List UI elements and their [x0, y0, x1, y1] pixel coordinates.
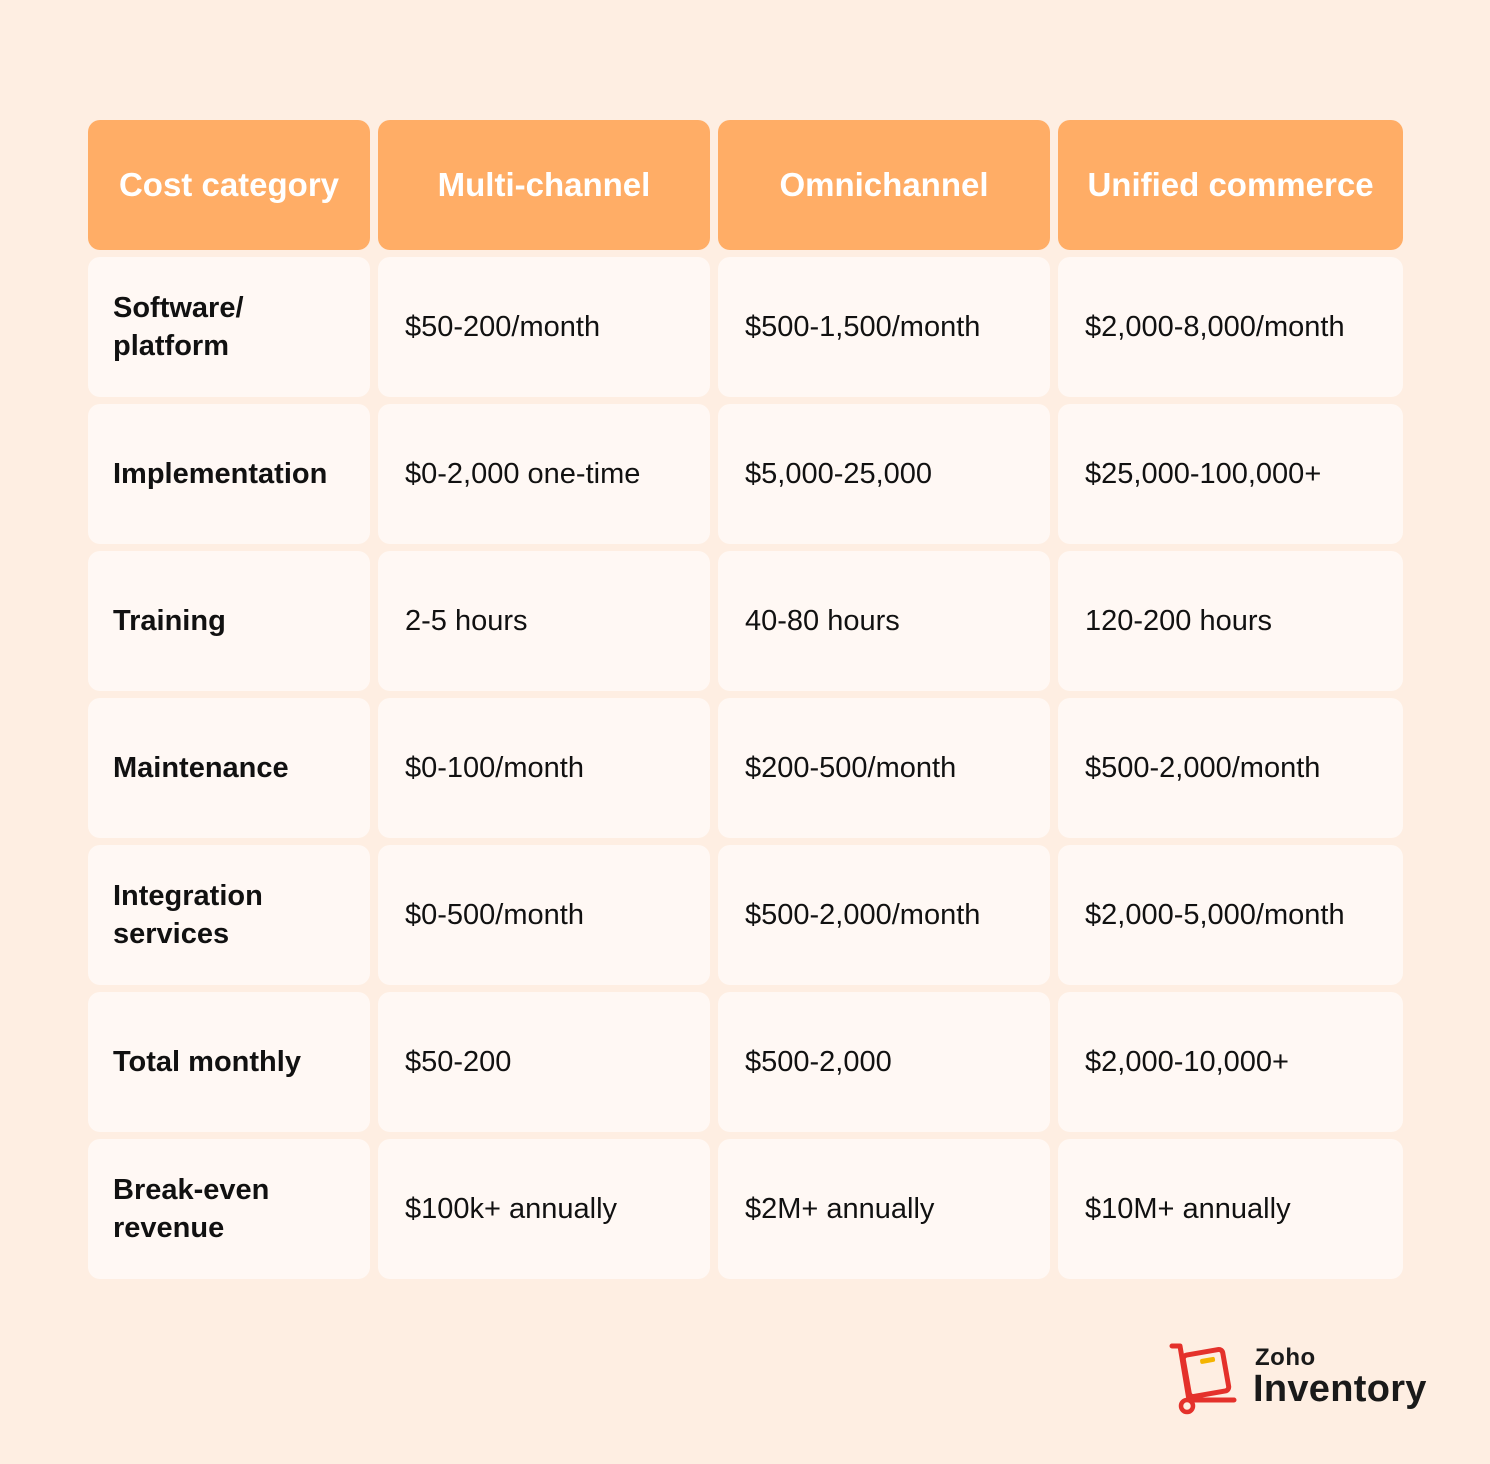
category-line: Integration [113, 879, 263, 912]
row-category-label [88, 404, 370, 544]
category-line: Maintenance [113, 751, 289, 784]
table-cell: $2,000-5,000/month [1058, 845, 1403, 985]
category-line: Software/ [113, 291, 244, 324]
header-cell: Cost category [88, 120, 370, 250]
category-line: platform [113, 330, 229, 362]
table-cell: $500-2,000/month [1058, 698, 1403, 838]
header-cell: Unified commerce [1058, 120, 1403, 250]
table-cell: $25,000-100,000+ [1058, 404, 1403, 544]
row-category-label [88, 551, 370, 691]
table-cell: $500-2,000/month [718, 845, 1050, 985]
logo-brand-text: Zoho [1255, 1344, 1316, 1371]
table-cell: $2,000-10,000+ [1058, 992, 1403, 1132]
table-cell: $10M+ annually [1058, 1139, 1403, 1279]
table-cell: $0-500/month [378, 845, 710, 985]
row-category-label [88, 698, 370, 838]
row-category-label [88, 257, 370, 397]
cost-comparison-table [88, 120, 1403, 1279]
table-cell: $0-2,000 one-time [378, 404, 710, 544]
category-line: services [113, 918, 230, 950]
table-cell: $2M+ annually [718, 1139, 1050, 1279]
table-cell: $500-1,500/month [718, 257, 1050, 397]
category-line: revenue [113, 1212, 225, 1244]
table-cell: 120-200 hours [1058, 551, 1403, 691]
table-cell: 2-5 hours [378, 551, 710, 691]
table-cell: $0-100/month [378, 698, 710, 838]
table-cell: 40-80 hours [718, 551, 1050, 691]
row-category-label [88, 845, 370, 985]
header-cell: Multi-channel [378, 120, 710, 250]
category-line: Training [113, 604, 226, 637]
table-cell: $200-500/month [718, 698, 1050, 838]
category-line: Implementation [113, 457, 328, 490]
row-category-label [88, 1139, 370, 1279]
zoho-inventory-logo [1168, 1340, 1438, 1416]
category-line: Total monthly [113, 1045, 301, 1078]
table-cell: $50-200 [378, 992, 710, 1132]
table-cell: $2,000-8,000/month [1058, 257, 1403, 397]
table-cell: $500-2,000 [718, 992, 1050, 1132]
logo-product-text: Inventory [1253, 1368, 1427, 1410]
table-cell: $5,000-25,000 [718, 404, 1050, 544]
header-cell: Omnichannel [718, 120, 1050, 250]
table-cell: $100k+ annually [378, 1139, 710, 1279]
category-line: Break-even [113, 1173, 270, 1206]
hand-truck-box-icon [1168, 1340, 1240, 1416]
table-cell: $50-200/month [378, 257, 710, 397]
row-category-label [88, 992, 370, 1132]
